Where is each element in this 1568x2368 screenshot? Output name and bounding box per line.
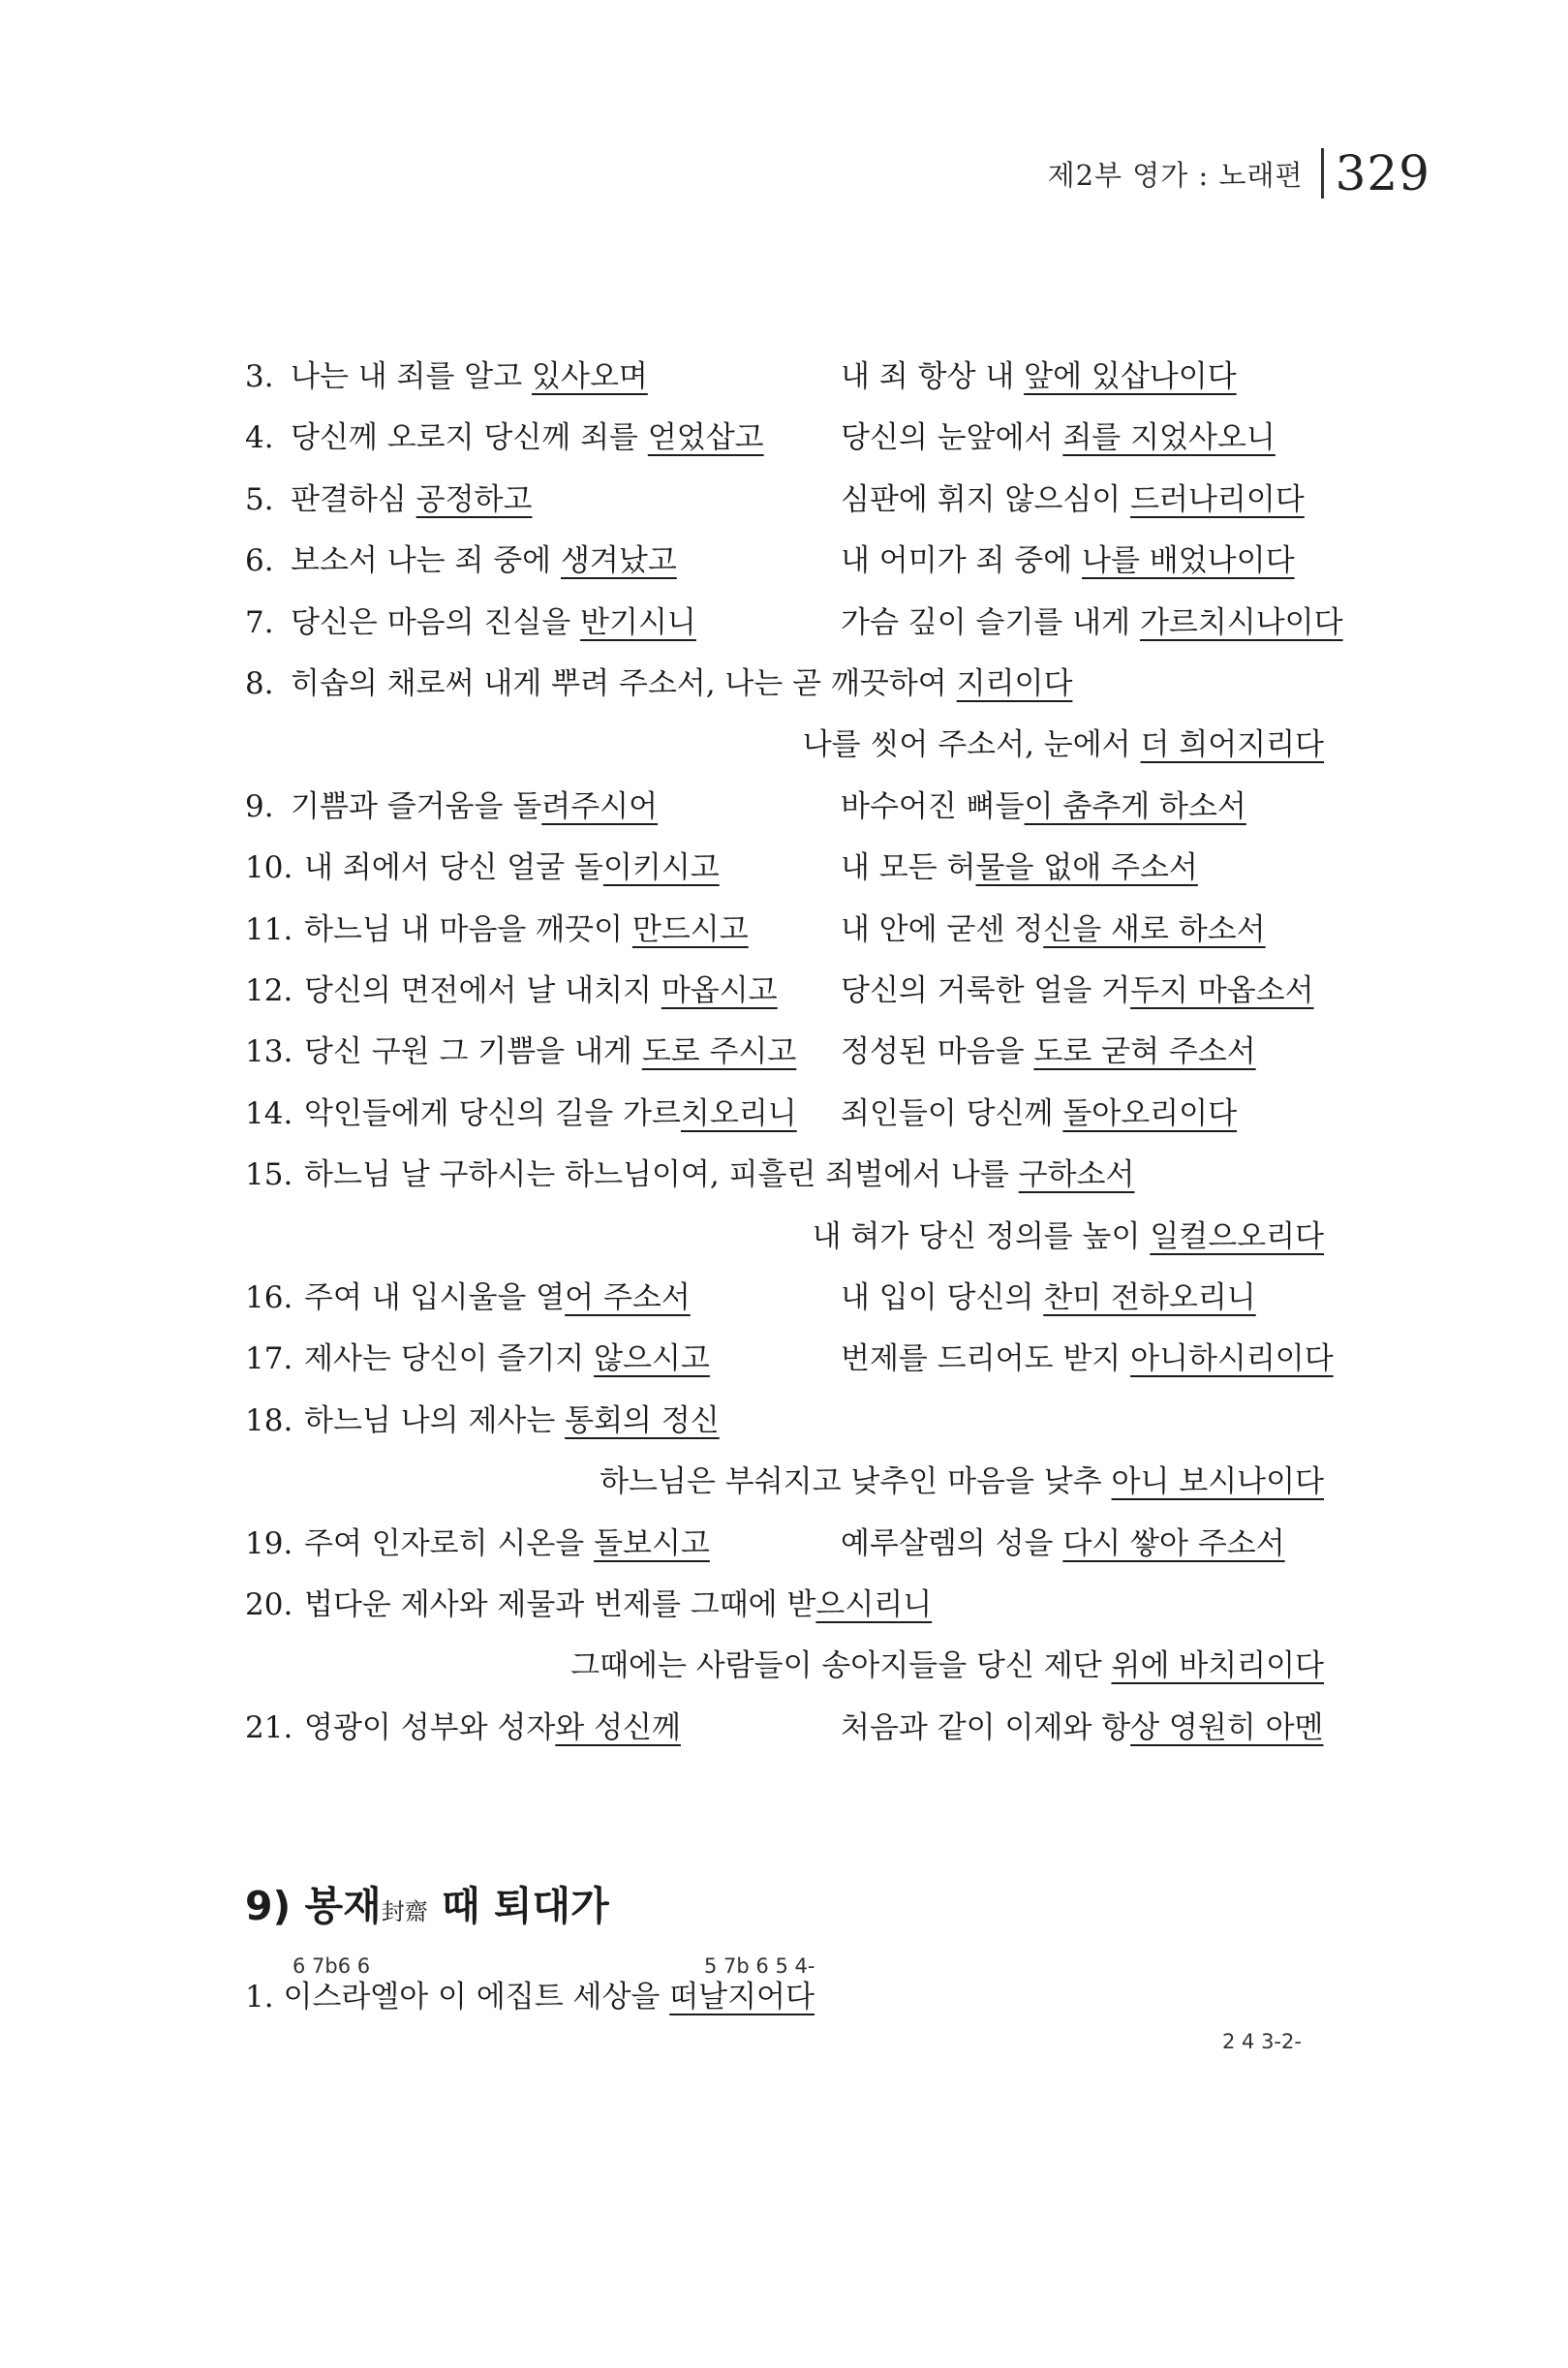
verse-line — [0, 1153, 1568, 1196]
verse-line — [0, 1338, 1568, 1380]
verse-second-half: 가슴 깊이 슬기를 내게 가르치시나이다 — [841, 605, 1343, 640]
verse-first-half: 주여 내 입시울을 열어 주소서 — [304, 1280, 691, 1315]
verse-first-half: 보소서 나는 죄 중에 생겨났고 — [291, 543, 677, 578]
header-title: 제2부 영가 : 노래편 — [1047, 158, 1304, 192]
verse-second-half: 내 모든 허물을 없애 주소서 — [841, 850, 1198, 885]
verse-line — [0, 1215, 1568, 1258]
underlined-text: 도로 주시고 — [641, 1034, 797, 1069]
underlined-text: 죄를 지었사오니 — [1062, 420, 1276, 455]
underlined-text: 마옵시고 — [661, 973, 778, 1008]
song-line-number: 1. — [245, 1980, 274, 2014]
verse-line — [0, 723, 1568, 766]
underlined-text: 돌아오리이다 — [1062, 1096, 1238, 1131]
verse-number: 17. — [245, 1341, 293, 1376]
verse-second-half: 당신의 눈앞에서 죄를 지었사오니 — [841, 420, 1276, 455]
verse-number: 19. — [245, 1526, 293, 1561]
verse-number: 15. — [245, 1157, 293, 1192]
verse-line — [0, 662, 1568, 705]
underlined-text: 두지 마옵소서 — [1130, 973, 1314, 1008]
chord-notation-top-right: 5 7b 6 5 4- — [704, 1954, 815, 1978]
underlined-text: 반기시니 — [580, 605, 696, 640]
verse-line — [0, 539, 1568, 582]
verse-first-half: 하느님 나의 제사는 통회의 정신 — [304, 1403, 720, 1438]
underlined-text: 으시리니 — [815, 1587, 933, 1622]
verse-second-half: 내 안에 굳센 정신을 새로 하소서 — [841, 912, 1266, 947]
verse-second-half: 내 어미가 죄 중에 나를 배었나이다 — [841, 543, 1295, 578]
running-header — [1048, 145, 1430, 201]
verse-number: 14. — [245, 1096, 293, 1131]
verse-line — [0, 1461, 1568, 1503]
verse-second-half: 예루살렘의 성을 다시 쌓아 주소서 — [841, 1526, 1285, 1561]
page-number: 329 — [1335, 145, 1430, 201]
verse-first-half: 하느님 내 마음을 깨끗이 만드시고 — [304, 912, 749, 947]
verse-second-half: 바수어진 뼈들이 춤추게 하소서 — [841, 789, 1246, 824]
verse-first-half: 나는 내 죄를 알고 있사오며 — [291, 359, 648, 394]
verse-number: 6. — [245, 543, 274, 578]
verse-line — [0, 416, 1568, 459]
verse-first-half: 히솝의 채로써 내게 뿌려 주소서, 나는 곧 깨끗하여 지리이다 — [291, 666, 1073, 701]
verse-first-half: 주여 인자로히 시온을 돌보시고 — [304, 1526, 710, 1561]
underlined-text: 가르치시나이다 — [1139, 605, 1343, 640]
verse-number: 4. — [245, 420, 274, 455]
verse-second-half: 정성된 마음을 도로 굳혀 주소서 — [841, 1034, 1256, 1069]
underlined-text: 있사오며 — [532, 359, 648, 394]
verse-line — [0, 846, 1568, 889]
underlined-text: 않으시고 — [594, 1341, 710, 1376]
verse-number: 5. — [245, 482, 274, 517]
chord-notation-top-left: 6 7b6 6 — [292, 1954, 371, 1978]
underlined-text: 돌보시고 — [594, 1526, 710, 1561]
header-divider — [1321, 148, 1324, 199]
verse-first-half: 내 죄에서 당신 얼굴 돌이키시고 — [304, 850, 720, 885]
underlined-text: 려주시어 — [541, 789, 659, 824]
verse-line — [0, 601, 1568, 644]
section-title: 9) 봉재封齋 때 퇴대가 — [245, 1883, 609, 1929]
underlined-text: 나를 배었나이다 — [1082, 543, 1295, 578]
verse-number: 13. — [245, 1034, 293, 1069]
underlined-text: 이 춤추게 하소서 — [1024, 789, 1246, 824]
verse-line — [0, 1030, 1568, 1073]
underlined-text: 앞에 있삽나이다 — [1024, 359, 1237, 394]
verse-number: 7. — [245, 605, 274, 640]
underlined-text: 지리이다 — [956, 666, 1073, 701]
verse-line — [0, 785, 1568, 828]
verse-line — [0, 1276, 1568, 1319]
underlined-text: 찬미 전하오리니 — [1043, 1280, 1256, 1315]
verse-first-half: 하느님 날 구하시는 하느님이여, 피흘린 죄벌에서 나를 구하소서 — [304, 1157, 1135, 1192]
verse-second-half: 내 입이 당신의 찬미 전하오리니 — [841, 1280, 1256, 1315]
underlined-text: 신을 새로 하소서 — [1043, 912, 1266, 947]
underlined-text: 공정하고 — [415, 482, 533, 517]
underlined-text: 아니하시리이다 — [1130, 1341, 1334, 1376]
underlined-text: 다시 쌓아 주소서 — [1062, 1526, 1285, 1561]
underlined-text: 상 영원히 아멘 — [1130, 1710, 1324, 1745]
verse-first-half: 영광이 성부와 성자와 성신께 — [304, 1710, 681, 1745]
verse-second-half: 내 죄 항상 내 앞에 있삽나이다 — [841, 359, 1237, 394]
verse-second-half: 죄인들이 당신께 돌아오리이다 — [841, 1096, 1238, 1131]
verse-line — [0, 1522, 1568, 1565]
underlined-text: 구하소서 — [1018, 1157, 1135, 1192]
verse-line — [0, 1645, 1568, 1687]
underlined-text: 더 희어지리다 — [1140, 727, 1324, 762]
song-line-1 — [245, 1976, 815, 2018]
song-line-underlined: 떠날지어다 — [669, 1980, 815, 2014]
verse-first-half: 악인들에게 당신의 길을 가르치오리니 — [304, 1096, 797, 1131]
song-line-text: 이스라엘아 이 에집트 세상을 — [283, 1980, 670, 2014]
underlined-text: 아니 보시나이다 — [1111, 1464, 1324, 1499]
verse-line — [0, 355, 1568, 398]
verse-first-half: 판결하심 공정하고 — [291, 482, 533, 517]
underlined-text: 통회의 정신 — [565, 1403, 720, 1438]
verse-line — [0, 908, 1568, 951]
verse-line — [0, 478, 1568, 521]
verse-second-half: 번제를 드리어도 받지 아니하시리이다 — [841, 1341, 1334, 1376]
verse-number: 9. — [245, 789, 274, 824]
verse-number: 21. — [245, 1710, 293, 1745]
verse-first-half: 당신의 면전에서 날 내치지 마옵시고 — [304, 973, 778, 1008]
chord-notation-bottom: 2 4 3-2- — [1222, 2030, 1302, 2053]
verse-second-half: 심판에 휘지 않으심이 드러나리이다 — [841, 482, 1305, 517]
verse-line — [0, 1092, 1568, 1135]
underlined-text: 얻었삽고 — [647, 420, 764, 455]
verse-second-half: 내 혀가 당신 정의를 높이 일컬으오리다 — [812, 1219, 1324, 1254]
underlined-text: 치오리니 — [680, 1096, 797, 1131]
section-hanja: 封齋 — [381, 1898, 428, 1925]
verse-first-half: 당신은 마음의 진실을 반기시니 — [291, 605, 696, 640]
verse-number: 12. — [245, 973, 293, 1008]
verse-second-half: 당신의 거룩한 얼을 거두지 마옵소서 — [841, 973, 1314, 1008]
verse-line — [0, 969, 1568, 1012]
underlined-text: 도로 굳혀 주소서 — [1033, 1034, 1256, 1069]
verse-first-half: 법다운 제사와 제물과 번제를 그때에 받으시리니 — [304, 1587, 933, 1622]
verse-line — [0, 1399, 1568, 1442]
verse-first-half: 기쁨과 즐거움을 돌려주시어 — [291, 789, 659, 824]
underlined-text: 위에 바치리이다 — [1111, 1648, 1324, 1683]
verse-number: 16. — [245, 1280, 293, 1315]
verse-second-half: 처음과 같이 이제와 항상 영원히 아멘 — [841, 1710, 1324, 1745]
verse-second-half: 하느님은 부숴지고 낮추인 마음을 낮추 아니 보시나이다 — [600, 1464, 1324, 1499]
verse-number: 18. — [245, 1403, 293, 1438]
underlined-text: 생겨났고 — [560, 543, 677, 578]
verse-number: 10. — [245, 850, 293, 885]
verse-line — [0, 1707, 1568, 1749]
verse-second-half: 그때에는 사람들이 송아지들을 당신 제단 위에 바치리이다 — [570, 1648, 1324, 1683]
underlined-text: 이키시고 — [602, 850, 720, 885]
verse-number: 20. — [245, 1587, 293, 1622]
underlined-text: 어 주소서 — [565, 1280, 691, 1315]
underlined-text: 만드시고 — [631, 912, 749, 947]
underlined-text: 물을 없애 주소서 — [975, 850, 1198, 885]
verse-number: 3. — [245, 359, 274, 394]
verse-number: 8. — [245, 666, 274, 701]
underlined-text: 일컬으오리다 — [1150, 1219, 1324, 1254]
underlined-text: 와 성신께 — [555, 1710, 681, 1745]
verse-first-half: 당신께 오로지 당신께 죄를 얻었삽고 — [291, 420, 764, 455]
verse-first-half: 당신 구원 그 기쁨을 내게 도로 주시고 — [304, 1034, 797, 1069]
verse-number: 11. — [245, 912, 293, 947]
verse-first-half: 제사는 당신이 즐기지 않으시고 — [304, 1341, 710, 1376]
underlined-text: 드러나리이다 — [1130, 482, 1305, 517]
verse-second-half: 나를 씻어 주소서, 눈에서 더 희어지리다 — [802, 727, 1324, 762]
verse-line — [0, 1584, 1568, 1626]
